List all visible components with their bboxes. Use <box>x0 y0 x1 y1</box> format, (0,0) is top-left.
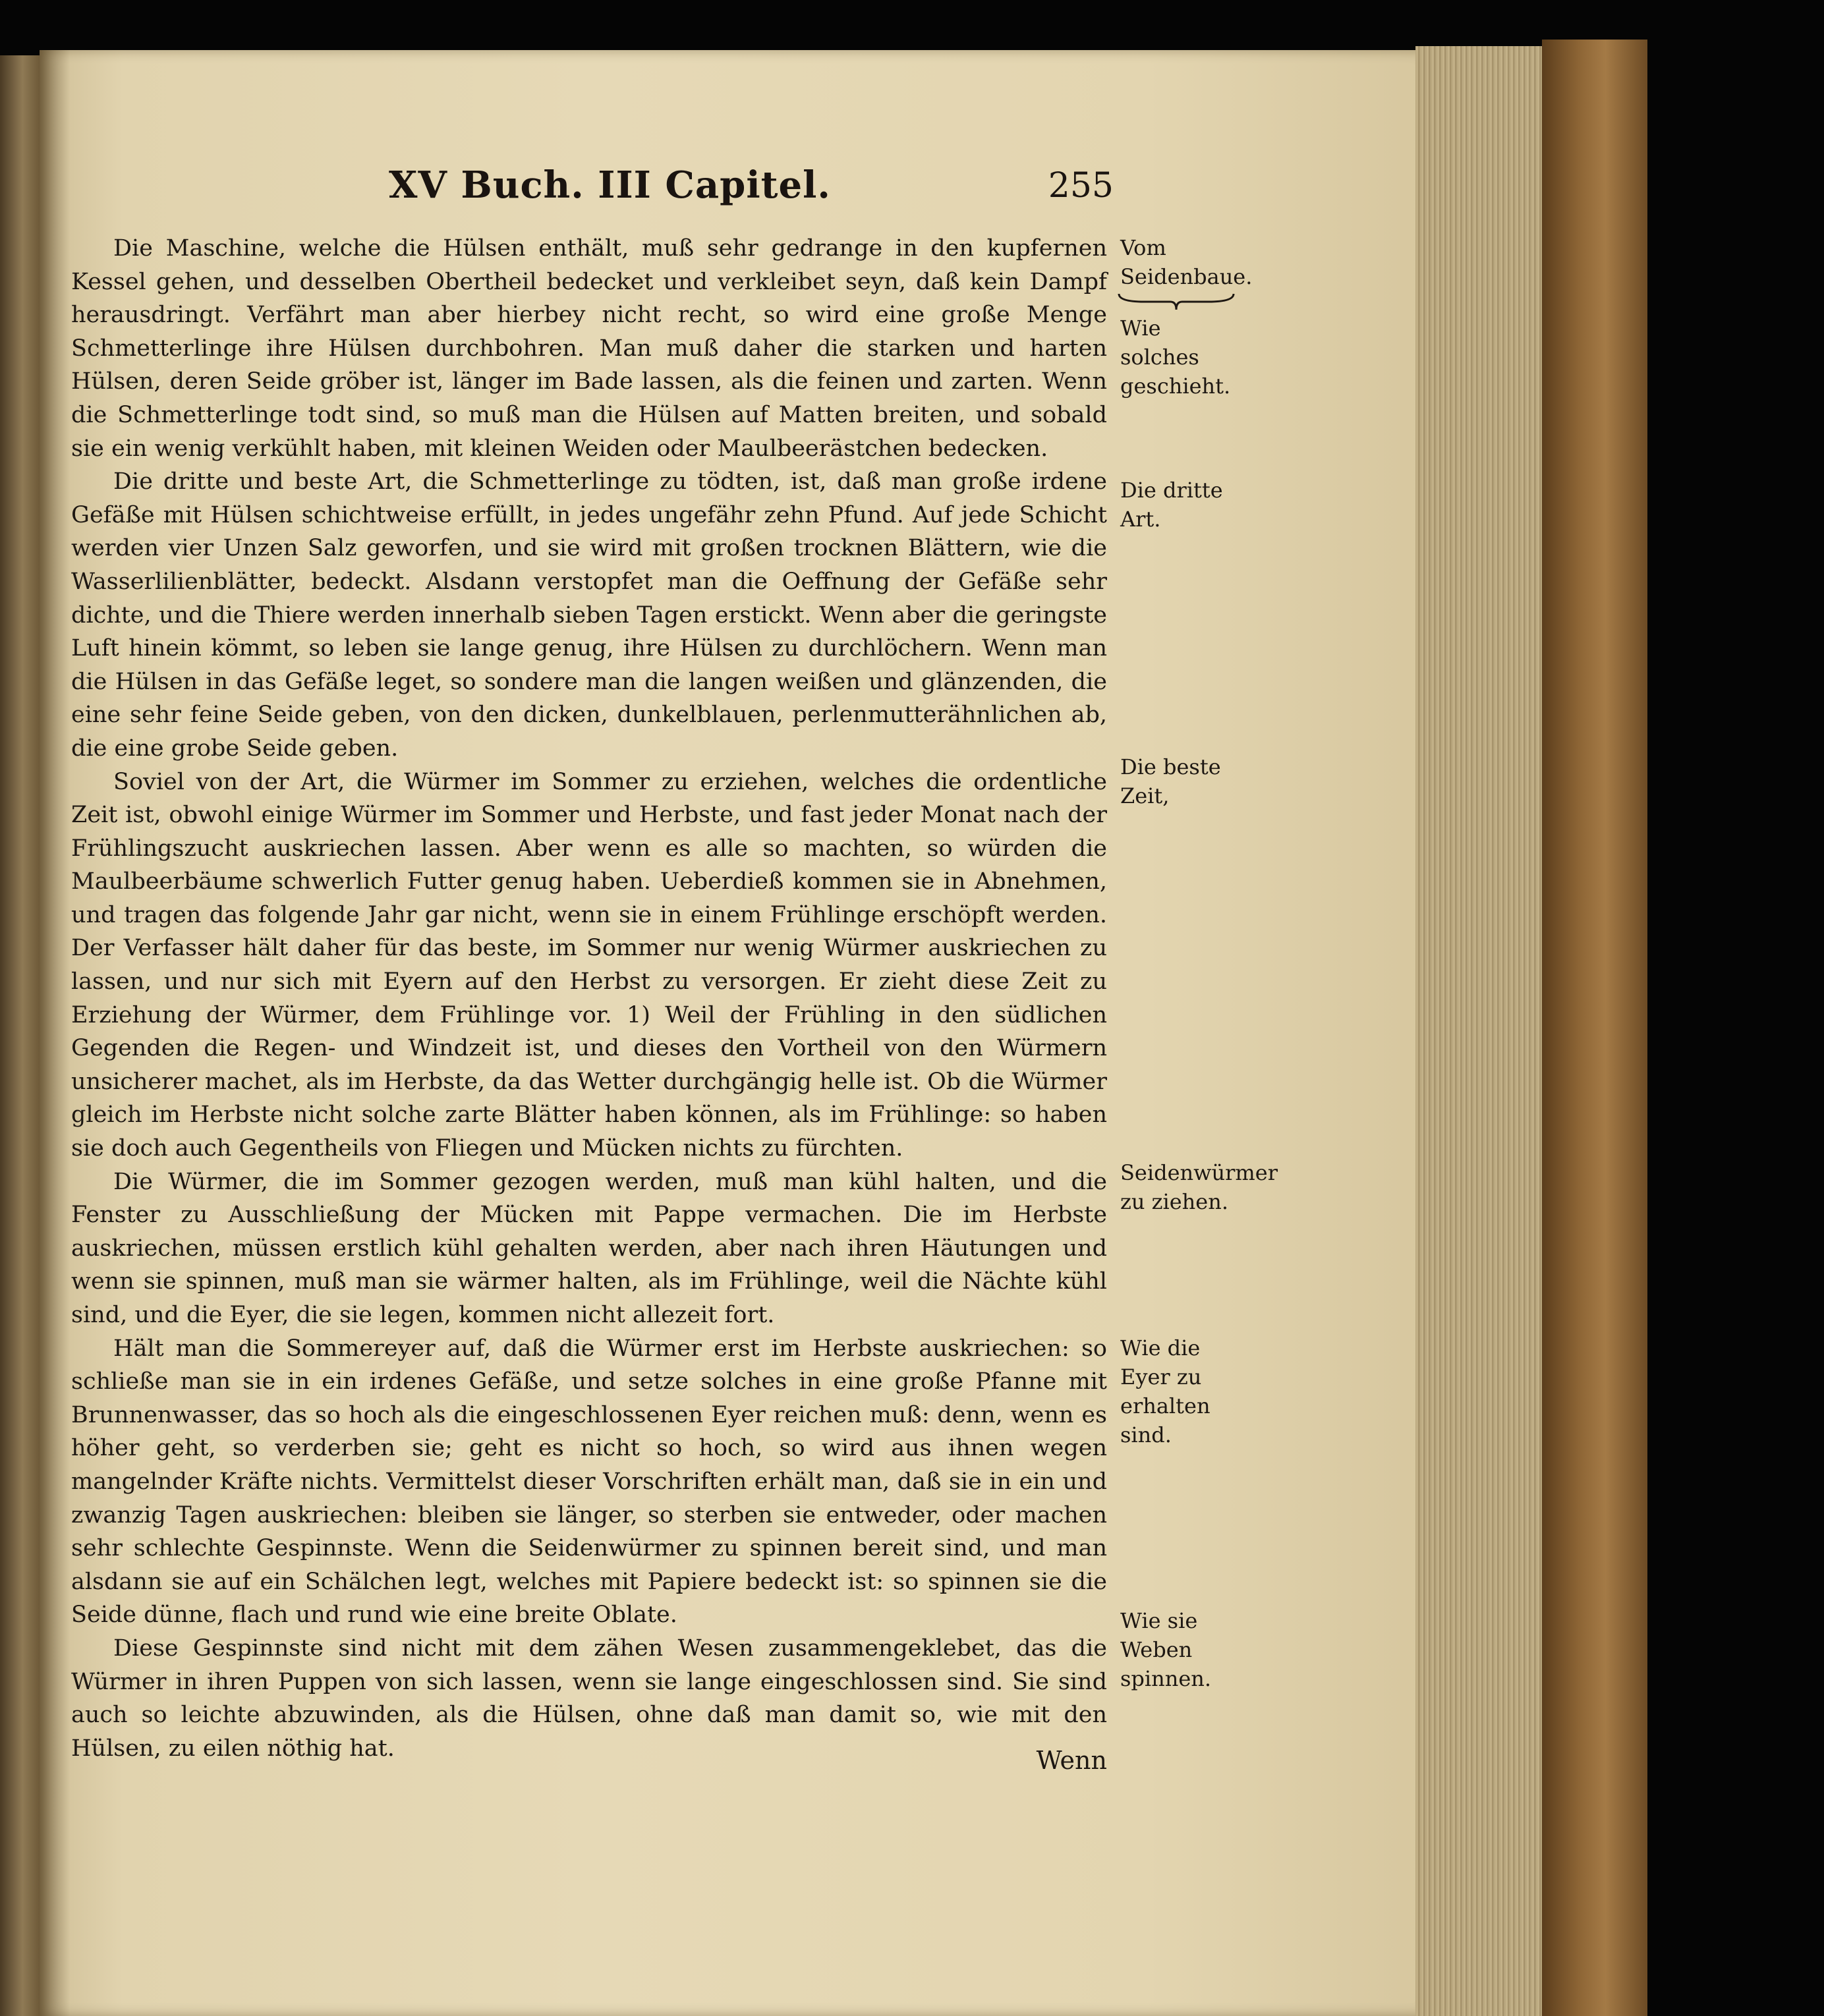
marginal-note-dritte-art: Die dritte Art. <box>1120 478 1223 532</box>
marginal-note-text: Vom Seidenbaue. <box>1120 235 1253 289</box>
page-number: 255 <box>1048 166 1114 206</box>
paragraph: Soviel von der Art, die Würmer im Sommer zu erziehen, welches die ordentliche Zeit ist, obwohl einige Würmer im Sommer und Herbste, und fast jeder Monat nach der Frühlingszucht auskriechen lassen. Aber wenn es alle so machten, so würden die Maulbeerbäume schwerlich Futter genug haben. Ueberdieß kommen sie in Abnehmen, und tragen das folgende Jahr gar nicht, wenn sie in einem Frühlinge erschöpft werden. Der Verfasser hält daher für das beste, im Sommer nur wenig Würmer auskriechen zu lassen, und nur sich mit Eyern auf den Herbst zu versorgen. Er zieht diese Zeit zu Erziehung der Würmer, dem Frühlinge vor. 1) Weil der Frühling in den südlichen Gegenden die Regen- und Windzeit ist, und dieses den Vortheil von den Würmern unsicherer machet, als im Herbste, da das Wetter durchgängig helle ist. Ob die Würmer gleich im Herbste nicht solche zarte Blätter haben können, als im Frühlinge: so haben sie doch auch Gegentheils von Fliegen und Mücken nichts zu fürchten. <box>71 768 1107 1162</box>
paragraph: Die Würmer, die im Sommer gezogen werden, muß man kühl halten, und die Fenster zu Ausschließung der Mücken mit Pappe vermachen. Die im Herbste auskriechen, müssen erstlich kühl gehalten werden, aber nach ihren Häutungen und wenn sie spinnen, muß man sie wärmer halten, als im Frühlinge, weil die Nächte kühl sind, und die Eyer, die sie legen, kommen nicht allezeit fort. <box>71 1168 1107 1328</box>
marginal-note-text: Wie solches geschieht. <box>1120 316 1231 399</box>
page-header <box>389 163 1114 216</box>
facing-page-edge <box>0 55 41 2016</box>
gutter-shadow <box>40 50 70 2016</box>
marginal-note-weben: Wie sie Weben spinnen. <box>1120 1608 1212 1691</box>
book-cover-edge <box>1542 40 1647 2016</box>
paragraph: Die Maschine, welche die Hülsen enthält, muß sehr gedrange in den kupfernen Kessel gehen, und desselben Obertheil bedecket und verkleibet seyn, daß kein Dampf herausdringt. Verfährt man aber hierbey nicht recht, so wird eine große Menge Schmetterlinge ihre Hülsen durchbohren. Man muß daher die starken und harten Hülsen, deren Seide gröber ist, länger im Bade lassen, als die feinen und zarten. Wenn die Schmetterlinge todt sind, so muß man die Hülsen auf Matten breiten, und sobald sie ein wenig verkühlt haben, mit kleinen Weiden oder Maulbeerästchen bedecken. <box>71 235 1107 462</box>
paragraph: Diese Gespinnste sind nicht mit dem zähen Wesen zusammengeklebet, das die Würmer in ihren Puppen von sich lassen, wenn sie lange eingeschlossen sind. Sie sind auch so leichte abzuwinden, als die Hülsen, ohne daß man damit so, wie mit den Hülsen, zu eilen nöthig hat. <box>71 1635 1107 1762</box>
brace-mark <box>1118 291 1235 311</box>
marginal-note-beste-zeit: Die beste Zeit, <box>1120 754 1221 808</box>
marginal-note-seidenbaue <box>1120 233 1253 401</box>
marginal-note-eyer: Wie die Eyer zu erhalten sind. <box>1120 1335 1211 1447</box>
running-head: XV Buch. III Capitel. <box>389 163 831 207</box>
paragraph: Die dritte und beste Art, die Schmetterlinge zu tödten, ist, daß man große irdene Gefäße mit Hülsen schichtweise erfüllt, in jedes ungefähr zehn Pfund. Auf jede Schicht werden vier Unzen Salz geworfen, und sie wird mit großen trocknen Blättern, wie die Wasserlilienblätter, bedeckt. Alsdann verstopfet man die Oeffnung der Gefäße sehr dichte, und die Thiere werden innerhalb sieben Tagen erstickt. Wenn aber die geringste Luft hinein kömmt, so leben sie lange genug, ihre Hülsen zu durchlöchern. Wenn man die Hülsen in das Gefäße leget, so sondere man die langen weißen und glänzenden, die eine sehr feine Seide geben, von den dicken, dunkelblauen, perlenmutterähnlichen ab, die eine grobe Seide geben. <box>71 468 1107 762</box>
catchword: Wenn <box>1036 1746 1107 1775</box>
marginal-note-seidenwuermer: Seidenwürmer zu ziehen. <box>1120 1160 1278 1214</box>
body-text <box>71 232 1107 1765</box>
page-block-edges <box>1415 46 1547 2016</box>
paragraph: Hält man die Sommereyer auf, daß die Würmer erst im Herbste auskriechen: so schließe man sie in ein irdenes Gefäße, und setze solches in eine große Pfanne mit Brunnenwasser, das so hoch als die eingeschlossenen Eyer reichen muß: denn, wenn es höher geht, so verderben sie; geht es nicht so hoch, so wird aus ihnen wegen mangelnder Kräfte nichts. Vermittelst dieser Vorschriften erhält man, daß sie in ein und zwanzig Tagen auskriechen: bleiben sie länger, so sterben sie entweder, oder machen sehr schlechte Gespinnste. Wenn die Seidenwürmer zu spinnen bereit sind, und man alsdann sie auf ein Schälchen legt, welches mit Papiere bedeckt ist: so spinnen sie die Seide dünne, flach und rund wie eine breite Oblate. <box>71 1335 1107 1629</box>
